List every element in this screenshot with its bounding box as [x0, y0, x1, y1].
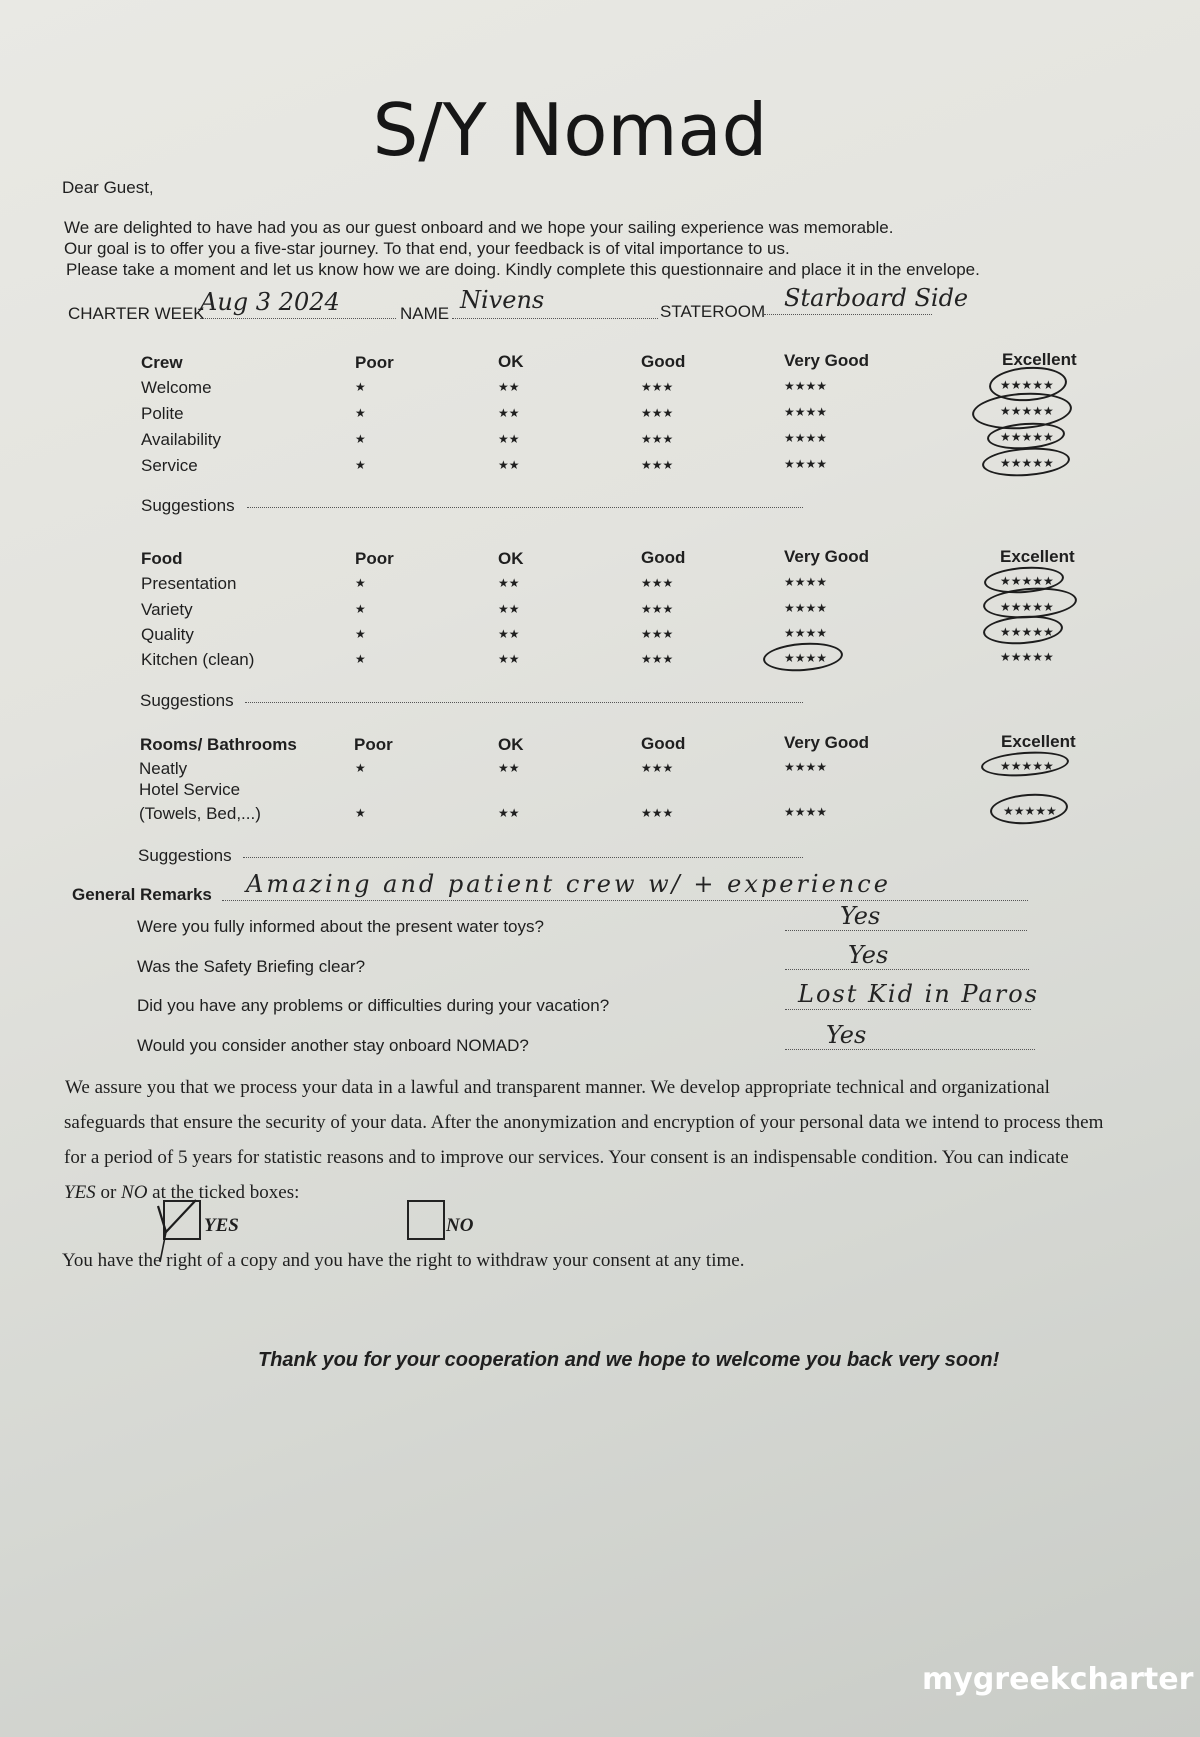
rest-text: at the ticked boxes:: [147, 1182, 300, 1203]
rating-3-star[interactable]: ★★★: [641, 806, 674, 820]
column-very-good: Very Good: [784, 733, 870, 752]
rating-4-star[interactable]: ★★★★: [784, 805, 828, 819]
rating-4-star[interactable]: ★★★★: [784, 457, 828, 471]
rating-5-star[interactable]: ★★★★★: [1000, 600, 1054, 614]
intro-line-1: We are delighted to have had you as our guest onboard and we hope your sailing experience was memorable.: [64, 218, 894, 237]
rating-1-star[interactable]: ★: [355, 602, 366, 616]
column-excellent: Excellent: [1000, 547, 1075, 566]
rating-4-star[interactable]: ★★★★: [784, 405, 828, 419]
rating-5-star[interactable]: ★★★★★: [1000, 378, 1054, 392]
column-good: Good: [641, 548, 686, 567]
section-heading: Food: [141, 549, 183, 568]
rating-3-star[interactable]: ★★★: [641, 406, 674, 420]
suggestions-field[interactable]: [243, 843, 803, 858]
rating-3-star[interactable]: ★★★: [641, 602, 674, 616]
privacy-line-2: safeguards that ensure the security of your data. After the anonymization and encryption of your personal data we intend to process them: [64, 1112, 1104, 1133]
column-very-good: Very Good: [784, 351, 870, 370]
rating-4-star[interactable]: ★★★★: [784, 379, 828, 393]
question-water-toys: Were you fully informed about the present water toys?: [137, 917, 544, 936]
column-poor: Poor: [355, 549, 394, 568]
general-remarks-label: General Remarks: [72, 885, 212, 904]
rating-1-star[interactable]: ★: [355, 458, 366, 472]
column-very-good: Very Good: [784, 547, 870, 566]
item-label: Presentation: [141, 574, 237, 593]
answer-field[interactable]: [785, 916, 1027, 931]
rating-5-star[interactable]: ★★★★★: [1000, 759, 1054, 773]
rating-3-star[interactable]: ★★★: [641, 380, 674, 394]
answer-problems: Lost Kid in Paros: [798, 980, 1039, 1008]
column-ok: OK: [498, 735, 524, 754]
item-label: Service: [141, 456, 198, 475]
charter-week-value: Aug 3 2024: [200, 288, 340, 316]
consent-no-checkbox[interactable]: [407, 1200, 445, 1240]
rating-2-star[interactable]: ★★: [498, 761, 520, 775]
rating-3-star[interactable]: ★★★: [641, 576, 674, 590]
rating-1-star[interactable]: ★: [355, 432, 366, 446]
yes-inline: YES: [64, 1182, 96, 1203]
item-label: Polite: [141, 404, 184, 423]
answer-field[interactable]: [785, 955, 1029, 970]
rating-5-star[interactable]: ★★★★★: [1000, 456, 1054, 470]
rating-4-star[interactable]: ★★★★: [784, 431, 828, 445]
column-poor: Poor: [355, 353, 394, 372]
consent-yes-label: YES: [204, 1215, 239, 1236]
rating-1-star[interactable]: ★: [355, 806, 366, 820]
column-ok: OK: [498, 549, 524, 568]
rating-4-star[interactable]: ★★★★: [784, 601, 828, 615]
withdraw-consent-text: You have the right of a copy and you have the right to withdraw your consent at any time.: [62, 1250, 745, 1271]
rating-5-star[interactable]: ★★★★★: [1000, 404, 1054, 418]
selection-circle: [981, 445, 1071, 479]
rating-2-star[interactable]: ★★: [498, 806, 520, 820]
rating-3-star[interactable]: ★★★: [641, 458, 674, 472]
column-good: Good: [641, 352, 686, 371]
rating-2-star[interactable]: ★★: [498, 627, 520, 641]
answer-water-toys: Yes: [840, 902, 881, 930]
question-problems: Did you have any problems or difficulties during your vacation?: [137, 996, 610, 1015]
question-safety-briefing: Was the Safety Briefing clear?: [137, 957, 366, 976]
item-label: Quality: [141, 625, 194, 644]
suggestions-field[interactable]: [245, 688, 803, 703]
item-label: Neatly: [139, 759, 188, 778]
general-remarks-value: Amazing and patient crew w/ + experience: [246, 870, 891, 898]
rating-2-star[interactable]: ★★: [498, 458, 520, 472]
column-excellent: Excellent: [1001, 732, 1076, 751]
rating-1-star[interactable]: ★: [355, 652, 366, 666]
item-label: Hotel Service: [139, 780, 241, 799]
consent-no-label: NO: [446, 1215, 474, 1236]
column-good: Good: [641, 734, 686, 753]
suggestions-label: Suggestions: [140, 691, 234, 710]
rating-3-star[interactable]: ★★★: [641, 627, 674, 641]
intro-line-3: Please take a moment and let us know how we are doing. Kindly complete this questionnaire and place it in the envelope.: [66, 260, 980, 279]
item-label: Kitchen (clean): [141, 650, 255, 669]
rating-4-star[interactable]: ★★★★: [784, 626, 828, 640]
item-label-detail: (Towels, Bed,...): [139, 804, 261, 823]
rating-2-star[interactable]: ★★: [498, 406, 520, 420]
section-heading: Rooms/ Bathrooms: [140, 735, 297, 754]
privacy-line-1: We assure you that we process your data in a lawful and transparent manner. We develop appropriate technical and organizational: [65, 1077, 1050, 1098]
intro-line-2: Our goal is to offer you a five-star journey. To that end, your feedback is of vital importance to us.: [64, 239, 790, 258]
rating-1-star[interactable]: ★: [355, 576, 366, 590]
stateroom-value: Starboard Side: [784, 284, 969, 312]
answer-another-stay: Yes: [826, 1021, 867, 1049]
rating-5-star[interactable]: ★★★★★: [1003, 804, 1057, 818]
rating-2-star[interactable]: ★★: [498, 576, 520, 590]
item-label: Variety: [141, 600, 193, 619]
rating-2-star[interactable]: ★★: [498, 652, 520, 666]
rating-1-star[interactable]: ★: [355, 380, 366, 394]
stateroom-label: STATEROOM: [660, 302, 766, 321]
suggestions-label: Suggestions: [141, 496, 235, 515]
rating-5-star[interactable]: ★★★★★: [1000, 430, 1054, 444]
selection-circle: [980, 749, 1069, 779]
selection-circle: [762, 640, 844, 674]
rating-1-star[interactable]: ★: [355, 761, 366, 775]
or-text: or: [95, 1182, 122, 1203]
no-inline: NO: [121, 1182, 148, 1203]
rating-2-star[interactable]: ★★: [498, 602, 520, 616]
selection-circle: [989, 791, 1069, 826]
rating-1-star[interactable]: ★: [355, 627, 366, 641]
charter-week-label: CHARTER WEEK: [68, 304, 205, 323]
rating-3-star[interactable]: ★★★: [641, 652, 674, 666]
question-another-stay: Would you consider another stay onboard NOMAD?: [137, 1036, 529, 1055]
name-value: Nivens: [460, 286, 545, 314]
column-poor: Poor: [354, 735, 393, 754]
selection-circle: [982, 613, 1064, 647]
greeting: Dear Guest,: [62, 178, 154, 197]
rating-4-star[interactable]: ★★★★: [784, 575, 828, 589]
watermark-logo: [922, 1662, 1193, 1697]
rating-5-star[interactable]: ★★★★★: [1000, 650, 1054, 664]
answer-safety-briefing: Yes: [848, 941, 889, 969]
rating-1-star[interactable]: ★: [355, 406, 366, 420]
suggestions-field[interactable]: [247, 493, 803, 508]
suggestions-label: Suggestions: [138, 846, 232, 865]
watermark-text: mygreekcharter: [922, 1662, 1194, 1697]
rating-4-star[interactable]: ★★★★: [784, 651, 828, 665]
page-title: S/Y Nomad: [372, 88, 768, 172]
column-excellent: Excellent: [1002, 350, 1077, 369]
rating-2-star[interactable]: ★★: [498, 380, 520, 394]
item-label: Welcome: [141, 378, 212, 397]
rating-2-star[interactable]: ★★: [498, 432, 520, 446]
rating-4-star[interactable]: ★★★★: [784, 760, 828, 774]
name-label: NAME: [400, 304, 450, 323]
rating-5-star[interactable]: ★★★★★: [1000, 625, 1054, 639]
column-ok: OK: [498, 352, 524, 371]
thank-you-message: Thank you for your cooperation and we hope to welcome you back very soon!: [258, 1349, 1000, 1371]
answer-field[interactable]: [785, 1035, 1035, 1050]
rating-5-star[interactable]: ★★★★★: [1000, 574, 1054, 588]
section-heading: Crew: [141, 353, 183, 372]
rating-3-star[interactable]: ★★★: [641, 761, 674, 775]
item-label: Availability: [141, 430, 222, 449]
privacy-line-3: for a period of 5 years for statistic reasons and to improve our services. Your consent is an indispensable condition. You can indicate: [64, 1147, 1069, 1168]
rating-3-star[interactable]: ★★★: [641, 432, 674, 446]
